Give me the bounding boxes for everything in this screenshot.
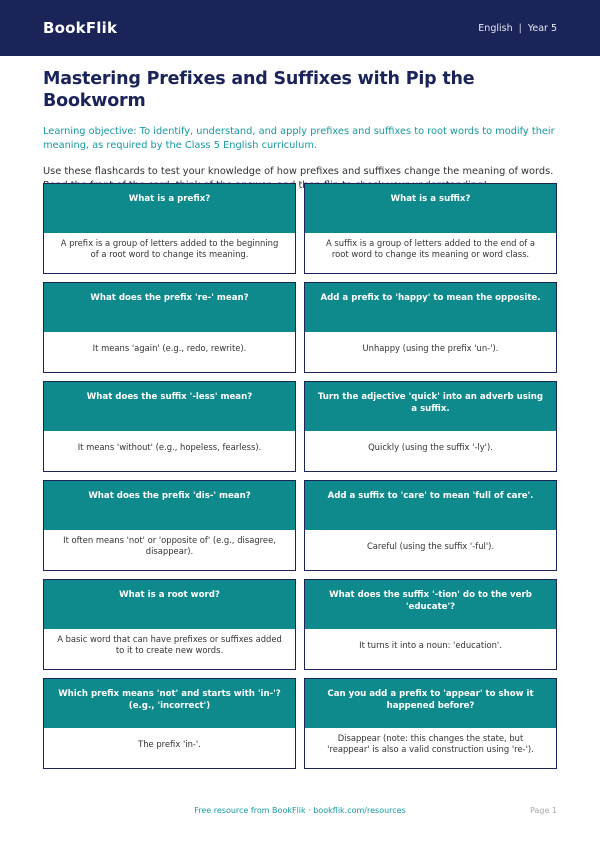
card-back: It turns it into a noun: 'education'. — [359, 639, 502, 650]
flashcard[interactable] — [43, 381, 296, 472]
card-back: It often means 'not' or 'opposite of' (e.g., disagree, disappear). — [63, 535, 276, 556]
card-back: A basic word that can have prefixes or suffixes added to it to create new words. — [57, 634, 282, 655]
flashcard[interactable] — [43, 183, 296, 274]
card-front: Add a suffix to 'care' to mean 'full of care'. — [305, 481, 556, 530]
top-header-bar — [0, 0, 600, 56]
flashcard-grid — [43, 183, 557, 769]
intro-text: Use these flashcards to test your knowledge of how prefixes and suffixes change the meaning of words. — [43, 166, 554, 177]
card-back: Careful (using the suffix '-ful'). — [366, 540, 495, 551]
card-front: What is a suffix? — [305, 184, 556, 233]
card-front: What does the suffix '-tion' do to the verb 'educate'? — [305, 580, 556, 629]
card-front: Add a prefix to 'happy' to mean the opposite. — [305, 283, 556, 332]
card-front: What is a prefix? — [44, 184, 295, 233]
flashcard[interactable] — [304, 282, 557, 373]
flashcard[interactable] — [304, 183, 557, 274]
brand-logo-text[interactable]: BookFlik — [43, 19, 118, 37]
card-back: Unhappy (using the prefix 'un-'). — [362, 342, 499, 353]
card-front: Which prefix means 'not' and starts with 'in-'? (e.g., 'incorrect') — [44, 679, 295, 728]
flashcard[interactable] — [304, 381, 557, 472]
card-front: What does the prefix 'dis-' mean? — [44, 481, 295, 530]
page-number: Page 1 — [530, 806, 557, 815]
flashcard[interactable] — [43, 480, 296, 571]
subject-label: English — [478, 22, 513, 34]
card-front: Turn the adjective 'quick' into an adverb using a suffix. — [305, 382, 556, 431]
page-title: Mastering Prefixes and Suffixes with Pip the Bookworm — [43, 69, 475, 111]
flashcard[interactable] — [43, 282, 296, 373]
meta-separator: | — [518, 22, 522, 34]
card-back: It means 'without' (e.g., hopeless, fearless). — [77, 441, 262, 452]
year-label: Year 5 — [527, 22, 557, 34]
card-back: A prefix is a group of letters added to the beginning of a root word to change its meaning. — [60, 238, 279, 259]
footer-link[interactable]: Free resource from BookFlik · bookflik.com/resources — [194, 806, 406, 815]
card-back: It means 'again' (e.g., redo, rewrite). — [92, 342, 247, 353]
card-front: What is a root word? — [44, 580, 295, 629]
header-meta — [478, 23, 557, 34]
flashcard[interactable] — [304, 480, 557, 571]
flashcard[interactable] — [304, 678, 557, 769]
flashcard[interactable] — [43, 678, 296, 769]
card-back: Quickly (using the suffix '-ly'). — [368, 441, 493, 452]
card-front: Can you add a prefix to 'appear' to show it happened before? — [305, 679, 556, 728]
card-front: What does the prefix 're-' mean? — [44, 283, 295, 332]
flashcard[interactable] — [43, 579, 296, 670]
flashcard[interactable] — [304, 579, 557, 670]
card-back: The prefix 'in-'. — [138, 738, 201, 749]
card-back: A suffix is a group of letters added to the end of a root word to change its meaning or word class. — [326, 238, 535, 259]
card-front: What does the suffix '-less' mean? — [44, 382, 295, 431]
card-back: Disappear (note: this changes the state, but 'reappear' is also a valid construction using 're-'). — [327, 733, 534, 754]
learning-objective: Learning objective: To identify, understand, and apply prefixes and suffixes to root words to modify their meaning, as required by the Class 5 English curriculum. — [43, 126, 555, 151]
